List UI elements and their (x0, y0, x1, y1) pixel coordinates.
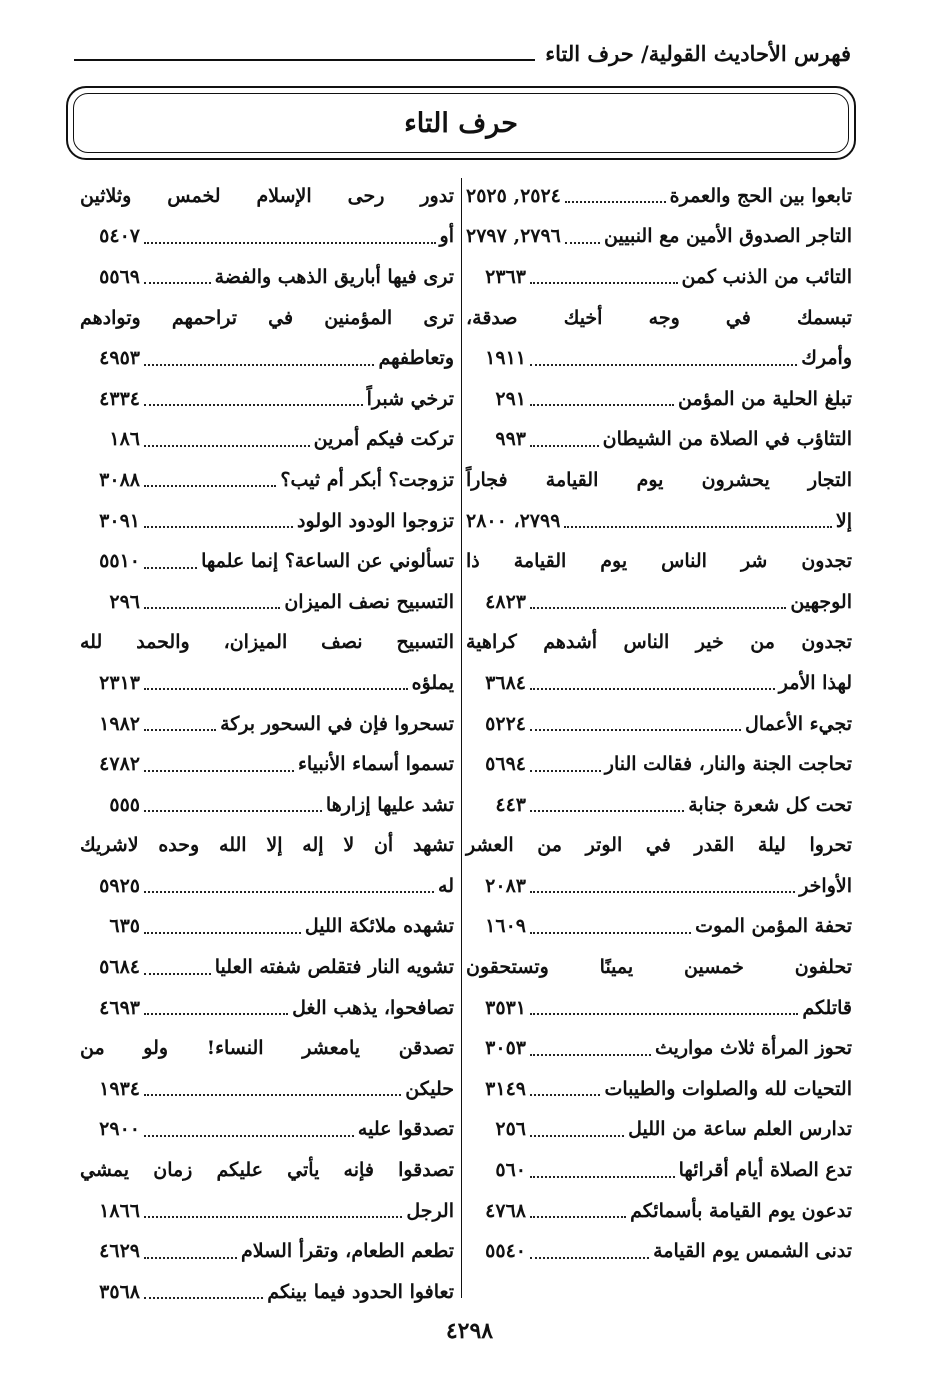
entry-text: تحاجت الجنة والنار، فقالت النار (604, 753, 852, 776)
entry-text: تابعوا بين الحج والعمرة (669, 184, 852, 207)
index-entry (466, 1150, 852, 1191)
entry-text: أو (439, 225, 454, 248)
index-entry (466, 744, 852, 785)
entry-text: تحروا ليلة القدر في الوتر من العشر (466, 834, 852, 857)
entry-text: تدعون يوم القيامة بأسمائكم (630, 1199, 852, 1222)
entry-text: تبلغ الحلية من المؤمن (678, 387, 852, 410)
entry-reference-number: ٤٦٢٩ (99, 1240, 140, 1263)
dot-leader (530, 1257, 649, 1259)
entry-text: تصدقوا عليه (357, 1118, 454, 1141)
index-entry (80, 744, 454, 785)
dot-leader (144, 973, 211, 975)
dot-leader (530, 445, 599, 447)
dot-leader (530, 1135, 624, 1137)
entry-text: ترى فيها أباريق الذهب والفضة (214, 265, 454, 288)
entry-reference-number: ٥٩٢٥ (99, 874, 140, 897)
index-entry (80, 501, 454, 542)
index-entry (466, 420, 852, 461)
index-entry (466, 826, 852, 867)
entry-reference-number: ٤٩٥٣ (99, 347, 140, 370)
entry-text: التحيات لله والصلوات والطيبات (604, 1077, 852, 1100)
dot-leader (530, 282, 678, 284)
section-heading-inner (73, 93, 849, 153)
entry-reference-number: ٢٩٠٠ (99, 1118, 140, 1141)
index-entry (466, 379, 852, 420)
entry-reference-number: ٤٤٣ (495, 793, 526, 816)
index-entry (80, 257, 454, 298)
index-entry (466, 1028, 852, 1069)
entry-text: تزوجت؟ أبكر أم ثيب؟ (280, 468, 454, 491)
dot-leader (144, 1094, 401, 1096)
dot-leader (144, 688, 408, 690)
entry-text: تحوز المرأة ثلاث مواريث (654, 1037, 852, 1060)
dot-leader (144, 810, 322, 812)
index-entry (80, 623, 454, 664)
index-entry (80, 338, 454, 379)
index-entry (466, 1191, 852, 1232)
entry-text: تسألوني عن الساعة؟ إنما علمها (201, 550, 454, 573)
entry-reference-number: ٥٦٠ (495, 1159, 526, 1182)
index-entry (80, 176, 454, 217)
dot-leader (144, 485, 276, 487)
dot-leader (530, 810, 684, 812)
entry-reference-number: ٥٥٦٩ (99, 265, 140, 288)
entry-text: تجدون من خير الناس أشدهم كراهية (466, 631, 852, 654)
entry-reference-number: ٩٩٣ (495, 428, 526, 451)
dot-leader (530, 1176, 675, 1178)
dot-leader (144, 242, 436, 244)
entry-text: تسحروا فإن في السحور بركة (220, 712, 454, 735)
entry-text: تصدقوا فإنه يأتي عليكم زمان يمشي (80, 1159, 454, 1182)
entry-reference-number: ١٩٣٤ (99, 1077, 140, 1100)
entry-text: تدارس العلم ساعة من الليل (628, 1118, 852, 1141)
entry-text: وأمرك (801, 347, 852, 370)
entry-reference-number: ٤٧٦٨ (485, 1199, 526, 1222)
entry-reference-number: ٢٩١ (495, 387, 526, 410)
index-entry (466, 704, 852, 745)
entry-reference-number: ١٩١١ (485, 347, 526, 370)
index-entry (80, 826, 454, 867)
index-entry (80, 541, 454, 582)
entry-text: إلا (835, 509, 852, 532)
entry-text: له (438, 874, 454, 897)
index-entry (466, 988, 852, 1029)
index-entry (466, 217, 852, 258)
dot-leader (530, 891, 795, 893)
section-heading-box (66, 86, 856, 160)
index-entry (466, 785, 852, 826)
dot-leader (144, 607, 280, 609)
entry-text: تزوجوا الودود الولود (297, 509, 454, 532)
section-title: حرف التاء (404, 107, 518, 139)
index-entry (466, 907, 852, 948)
index-entry (466, 1110, 852, 1151)
index-entry (80, 866, 454, 907)
index-entry (466, 541, 852, 582)
entry-text: تعافوا الحدود فيما بينكم (267, 1280, 454, 1303)
entry-reference-number: ٥٦٩٤ (485, 753, 526, 776)
index-entry (466, 1231, 852, 1272)
dot-leader (144, 1013, 288, 1015)
index-entry (80, 217, 454, 258)
entry-text: الرجل (406, 1199, 454, 1222)
entry-reference-number: ٢٧٩٦, ٢٧٩٧ (466, 225, 561, 248)
entry-reference-number: ٣٠٥٣ (485, 1037, 526, 1060)
entry-reference-number: ٥٥١٠ (99, 550, 140, 573)
dot-leader (144, 567, 197, 569)
dot-leader (530, 770, 601, 772)
entry-reference-number: ٢٥٢٤, ٢٥٢٥ (466, 184, 561, 207)
entry-text: الأواخر (799, 874, 852, 897)
index-entry (466, 338, 852, 379)
entry-reference-number: ٥٥٥ (109, 793, 140, 816)
index-entry (80, 947, 454, 988)
index-entry (80, 907, 454, 948)
entry-reference-number: ٥٢٢٤ (485, 712, 526, 735)
entry-text: تشد عليها إزارها (325, 793, 454, 816)
entry-reference-number: ٢٣١٣ (99, 671, 140, 694)
dot-leader (530, 404, 674, 406)
entry-text: تدور رحى الإسلام لخمس وثلاثين (80, 184, 454, 207)
dot-leader (530, 729, 741, 731)
index-entry (466, 176, 852, 217)
index-entry (466, 1069, 852, 1110)
entry-text: تصدقن يامعشر النساء! ولو من (80, 1037, 454, 1060)
entry-text: تبسمك في وجه أخيك صدقة، (466, 306, 852, 329)
column-divider (461, 178, 462, 1298)
entry-text: ترى المؤمنين في تراحمهم وتوادهم (80, 306, 454, 329)
dot-leader (144, 526, 293, 528)
entry-text: تجدون شر الناس يوم القيامة ذا (466, 550, 852, 573)
index-entry (466, 582, 852, 623)
dot-leader (144, 891, 434, 893)
entry-text: حليكن (405, 1077, 454, 1100)
entry-reference-number: ٥٥٤٠ (485, 1240, 526, 1263)
dot-leader (144, 729, 216, 731)
dot-leader (144, 282, 211, 284)
index-entry (80, 1150, 454, 1191)
entry-text: تدع الصلاة أيام أقرائها (678, 1159, 852, 1182)
entry-reference-number: ٢٣٦٣ (485, 265, 526, 288)
index-entry (80, 1069, 454, 1110)
dot-leader (144, 404, 363, 406)
entry-reference-number: ١٩٨٢ (99, 712, 140, 735)
dot-leader (144, 1135, 354, 1137)
dot-leader (144, 770, 294, 772)
dot-leader (564, 526, 831, 528)
index-entry (80, 420, 454, 461)
index-entry (466, 460, 852, 501)
dot-leader (530, 1094, 600, 1096)
index-entry (80, 582, 454, 623)
entry-text: الوجهين (790, 590, 852, 613)
entry-reference-number: ٣٠٩١ (99, 509, 140, 532)
entry-reference-number: ٣٠٨٨ (99, 468, 140, 491)
header-rule (74, 59, 535, 61)
entry-reference-number: ١٨٦٦ (99, 1199, 140, 1222)
index-entry (466, 298, 852, 339)
dot-leader (565, 242, 600, 244)
dot-leader (144, 1297, 263, 1299)
index-entry (466, 257, 852, 298)
entry-reference-number: ١٦٠٩ (485, 915, 526, 938)
entry-text: التثاؤب في الصلاة من الشيطان (602, 428, 852, 451)
dot-leader (144, 1216, 402, 1218)
entry-text: ترخي شبراً (366, 387, 454, 410)
entry-reference-number: ٤٨٢٣ (485, 590, 526, 613)
entry-text: لهذا الأمر (778, 671, 852, 694)
index-entry (80, 379, 454, 420)
entry-text: قاتلكم (802, 996, 852, 1019)
index-entry (80, 1110, 454, 1151)
entry-text: تشويه النار فتقلص شفته العليا (214, 956, 454, 979)
entry-text: تطعم الطعام، وتقرأ السلام (241, 1240, 454, 1263)
entry-text: يملؤه (411, 671, 454, 694)
entry-reference-number: ٣٦٨٤ (485, 671, 526, 694)
entry-text: تسموا أسماء الأنبياء (297, 753, 454, 776)
entry-text: التجار يحشرون يوم القيامة فجاراً (466, 468, 852, 491)
index-entry (80, 785, 454, 826)
entry-text: تحت كل شعرة جنابة (688, 793, 852, 816)
index-column-left (80, 176, 454, 1313)
dot-leader (530, 1216, 626, 1218)
dot-leader (144, 932, 301, 934)
entry-text: التاجر الصدوق الأمين مع النبيين (604, 225, 852, 248)
index-entry (80, 1191, 454, 1232)
index-entry (466, 623, 852, 664)
entry-reference-number: ٣٥٣١ (485, 996, 526, 1019)
index-entry (80, 298, 454, 339)
entry-text: تشهد أن لا إله إلا الله وحده لاشريك (80, 834, 454, 857)
dot-leader (530, 1054, 651, 1056)
dot-leader (530, 364, 797, 366)
dot-leader (144, 445, 310, 447)
entry-reference-number: ٦٣٥ (109, 915, 140, 938)
entry-text: تصافحوا، يذهب الغل (292, 996, 454, 1019)
index-entry (80, 1272, 454, 1313)
index-entry (80, 704, 454, 745)
dot-leader (530, 688, 775, 690)
entry-text: تحلفون خمسين يمينًا وتستحقون (466, 956, 852, 979)
dot-leader (530, 932, 691, 934)
entry-reference-number: ٤٧٨٢ (99, 753, 140, 776)
index-entry (80, 1231, 454, 1272)
dot-leader (565, 201, 666, 203)
entry-text: تركت فيكم أمرين (313, 428, 454, 451)
entry-reference-number: ٤٦٩٣ (99, 996, 140, 1019)
running-header (74, 28, 851, 64)
entry-reference-number: ٢٠٨٣ (485, 874, 526, 897)
index-entry (80, 988, 454, 1029)
index-column-right (466, 176, 852, 1272)
entry-text: التسبيح نصف الميزان (284, 590, 454, 613)
entry-text: تدنى الشمس يوم القيامة (653, 1240, 852, 1263)
entry-reference-number: ٤٣٣٤ (99, 387, 140, 410)
index-entry (466, 501, 852, 542)
entry-reference-number: ٢٥٦ (495, 1118, 526, 1141)
entry-reference-number: ٢٧٩٩، ٢٨٠٠ (466, 509, 561, 532)
entry-reference-number: ٥٤٠٧ (99, 225, 140, 248)
dot-leader (530, 1013, 798, 1015)
dot-leader (144, 364, 374, 366)
entry-text: التائب من الذنب كمن (681, 265, 852, 288)
entry-text: وتعاطفهم (378, 347, 454, 370)
entry-text: تجيء الأعمال (745, 712, 852, 735)
index-entry (80, 460, 454, 501)
entry-reference-number: ٢٩٦ (109, 590, 140, 613)
entry-text: تشهده ملائكة الليل (304, 915, 454, 938)
index-entry (466, 663, 852, 704)
entry-reference-number: ١٨٦ (109, 428, 140, 451)
entry-reference-number: ٣٥٦٨ (99, 1280, 140, 1303)
entry-text: تحفة المؤمن الموت (695, 915, 852, 938)
dot-leader (144, 1257, 237, 1259)
index-entry (466, 866, 852, 907)
entry-reference-number: ٥٦٨٤ (99, 956, 140, 979)
running-title: فهرس الأحاديث القولية/ حرف التاء (545, 41, 851, 66)
dot-leader (530, 607, 786, 609)
entry-reference-number: ٣١٤٩ (485, 1077, 526, 1100)
index-entry (80, 1028, 454, 1069)
index-entry (80, 663, 454, 704)
index-entry (466, 947, 852, 988)
page-number: ٤٢٩٨ (445, 1318, 494, 1344)
entry-text: التسبيح نصف الميزان، والحمد لله (80, 631, 454, 654)
